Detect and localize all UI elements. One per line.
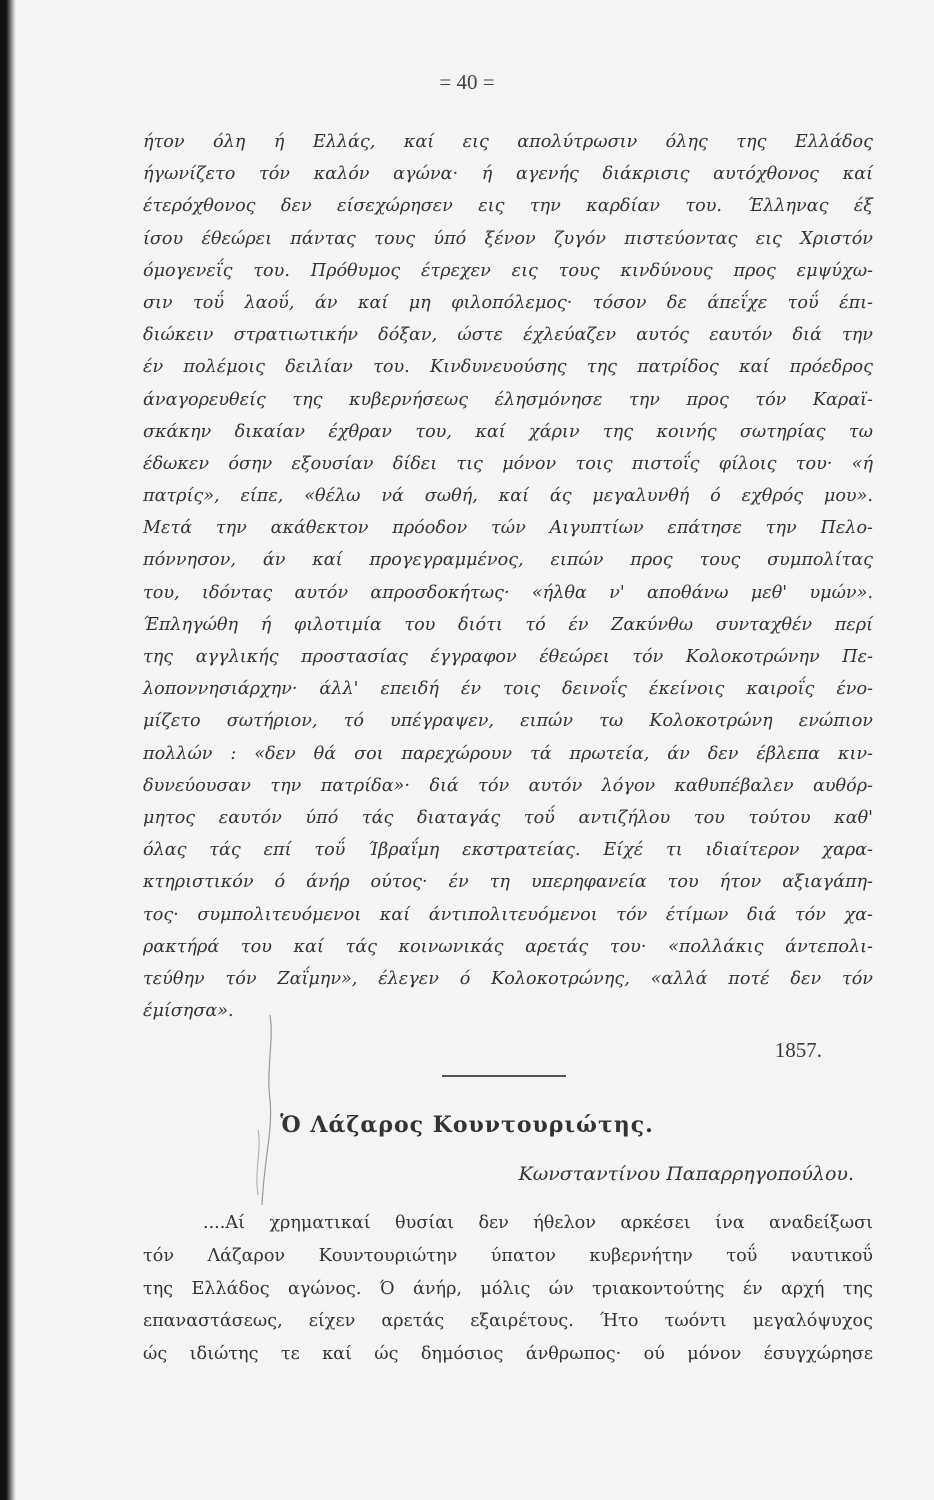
paragraph-line: όμογενεΐς του. Πρόθυμος έτρεχεν εις τους κινδύνους προς εμψύχω-: [143, 260, 873, 281]
section-paragraph: [143, 1207, 873, 1371]
pencil-annotation-mark: [240, 1010, 300, 1210]
paragraph-line: ρακτήρά του καί τάς κοινωνικάς αρετάς του· «πολλάκις άντεπολι-: [143, 936, 873, 957]
paragraph-line: τος· συμπολιτευόμενοι καί άντιπολιτευόμενοι τόν έτίμων διά τόν χα-: [143, 904, 873, 925]
paragraph-line: όλας τάς επί τοΰ Ίβραΐμη εκστρατείας. Είχέ τι ιδιαίτερον χαρα-: [143, 840, 873, 861]
paragraph-line: ήτον όλη ή Ελλάς, καί εις απολύτρωσιν όλης της Ελλάδος: [143, 132, 873, 152]
section-author: Κωνσταντίνου Παπαρρηγοπούλου.: [518, 1163, 854, 1185]
section-line: τόν Λάζαρον Κουντουριώτην ύπατον κυβερνήτην τοΰ ναυτικοΰ: [143, 1245, 873, 1266]
paragraph-line: τεύθην τόν Ζαΐμην», έλεγεν ό Κολοκοτρώνης, «αλλά ποτέ δεν τόν: [143, 968, 873, 989]
section-heading: Ὁ Λάζαρος Κουντουριώτης.: [280, 1112, 654, 1138]
paragraph-line: κτηριστικόν ό άνήρ ούτος· έν τη υπερηφανεία του ήτον αξιαγάπη-: [143, 872, 873, 893]
paragraph-line-last: έμίσησα».: [143, 1001, 234, 1022]
section-line: ώς ιδιώτης τε καί ώς δημόσιος άνθρωπος· ού μόνον έσυγχώρησε: [143, 1344, 873, 1365]
paragraph-line: Έπληγώθη ή φιλοτιμία του διότι τό έν Ζακύνθω συνταχθέν περί: [143, 614, 873, 635]
paragraph-line: λοποννησιάρχην· άλλ' επειδή έν τοις δεινοΐς έκείνοις καιροΐς ένο-: [143, 679, 873, 700]
binding-gutter: [0, 0, 16, 1500]
section-line: της Ελλάδος αγώνος. Ό άνήρ, μόλις ών τριακοντούτης έν αρχή της: [143, 1278, 873, 1299]
section-line: επαναστάσεως, είχεν αρετάς εξαιρέτους. Ήτο τωόντι μεγαλόψυχος: [143, 1311, 873, 1332]
paragraph-line: έν πολέμοις δειλίαν του. Κινδυνευούσης της πατρίδος καί πρόεδρος: [143, 357, 873, 378]
paragraph-line: σκάκην δικαίαν έχθραν του, καί χάριν της κοινής σωτηρίας τω: [143, 421, 873, 442]
page-number: = 40 =: [439, 70, 495, 94]
paragraph-line: πόννησον, άν καί προγεγραμμένος, ειπών προς τους συμπολίτας: [143, 550, 873, 571]
section-divider: [442, 1075, 566, 1077]
paragraph-line: του, ιδόντας αυτόν απροσδοκήτως· «ήλθα ν' αποθάνω μεθ' υμών».: [143, 582, 873, 603]
paragraph-line: ήγωνίζετο τόν καλόν αγώνα· ή αγενής διάκρισις αυτόχθονος καί: [143, 164, 873, 185]
paragraph-line: μίζετο σωτήριον, τό υπέγραψεν, ειπών τω Κολοκοτρώνη ενώπιον: [143, 711, 873, 732]
paragraph-line: άναγορευθείς της κυβερνήσεως έλησμόνησε την προς τόν Καραϊ-: [143, 389, 873, 410]
paragraph-line: ίσου έθεώρει πάντας τους ύπό ξένον ζυγόν πιστεύοντας εις Χριστόν: [143, 228, 873, 249]
paragraph-line: έδωκεν όσην εξουσίαν δίδει τις μόνον τοις πιστοΐς φίλοις του· «ή: [143, 453, 873, 474]
paragraph-line: πατρίς», είπε, «θέλω νά σωθή, καί άς μεγαλυνθή ό εχθρός μου».: [143, 486, 873, 507]
paragraph-line: μητος εαυτόν ύπό τάς διαταγάς τοΰ αντιζήλου του τούτου καθ': [143, 807, 873, 828]
paragraph-line: έτερόχθονος δεν είσεχώρησεν εις την καρδίαν του. Έλληνας έξ: [143, 196, 873, 217]
date-label: 1857.: [774, 1038, 822, 1062]
paragraph-line: πολλών : «δεν θά σοι παρεχώρουν τά πρωτεία, άν δεν έβλεπα κιν-: [143, 743, 873, 764]
paragraph-line: της αγγλικής προστασίας έγγραφον έθεώρει τόν Κολοκοτρώνην Πε-: [143, 647, 873, 667]
paragraph-line: διώκειν στρατιωτικήν δόξαν, ώστε έχλεύαζεν αυτός εαυτόν διά την: [143, 325, 873, 346]
paragraph-line: δυνεύουσαν την πατρίδα»· διά τόν αυτόν λόγον καθυπέβαλεν αυθόρ-: [143, 775, 873, 796]
paragraph-line: σιν τοΰ λαοΰ, άν καί μη φιλοπόλεμος· τόσον δε άπεΐχε τοΰ έπι-: [143, 292, 873, 313]
main-paragraph: [143, 126, 873, 1027]
section-line: ....Αί χρηματικαί θυσίαι δεν ήθελον αρκέσει ίνα αναδείξωσι: [203, 1213, 873, 1233]
paragraph-line: Μετά την ακάθεκτον πρόοδον τών Αιγυπτίων επάτησε την Πελο-: [143, 518, 873, 539]
